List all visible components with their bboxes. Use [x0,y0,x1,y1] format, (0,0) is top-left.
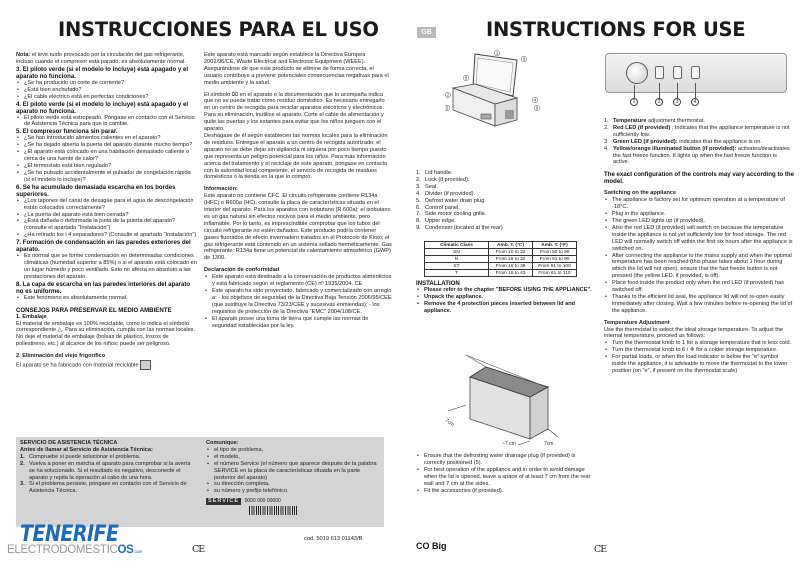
service-number: 0000 000 00000 [244,498,281,505]
installation-steps: • Please refer to the chapter "BEFORE USING THE APPLIANCE". • Unpack the appliance. • Remove the 4 protection pieces inserted between lid and appliance. [416,287,598,315]
svg-text:9: 9 [535,105,539,111]
section-8-title: 8. La capa de escarcha en las paredes interiores del aparato no es uniforme. [16,280,191,295]
info-title: Información: [204,186,238,193]
fast-freeze-button-icon [691,66,700,79]
troubleshooting-column [16,52,198,370]
callout-2: 2 [655,98,663,106]
part-item: 2. Lock (if provided). [416,176,470,183]
info-text: Este aparato no contiene CFC. El circuito refrigerante contiene R134a (HFC) o R600a (HC), consulte la placa de características situada en el interior del aparato. Para los aparatos con isobutano (R 600a): el isobutano es un gas natural sin efectos nocivos para el medio ambiente, pero inflamable. Por lo tanto, es imprescindible comprobar que los tubos del circuito refrigerante no estén dañados. Este producto podría contener gases fluorados de efecto invernadero tratados en el Protocolo de Kioto; el gas refrigerante está contenido en un sistema sellado herméticamente. Gas refrigerante: R134a tiene un potencial de calentamiento atmosférico (GWP) de 1300. [204,193,392,262]
part-item: 8. Upper edge. [416,218,456,225]
svg-text:~7 cm: ~7 cm [502,441,516,445]
section-5-title: 5. El compresor funciona sin parar. [16,128,118,136]
part-item: 1. Lid handle. [416,170,453,176]
table-row: T From 16 to 43 From 61 to 110 [425,270,577,277]
section-7-title: 7. Formación de condensación en las paredes exteriores del aparato. [16,239,191,254]
svg-text:3: 3 [522,56,526,62]
switching-on-title: Switching on the appliance [604,190,677,197]
climate-class-table: Climatic Class Amb. T. (°C) Amb. T. (°F) SN From 10 to 32 From 50 to 90 N From 16 to 32 From 61 to 90 ST From 16 to 38 From 61 to 100 T From 16 to 43 From 61 to 110 [424,241,577,277]
callout-4: 4 [691,98,699,106]
temperature-title: Temperature Adjustment [604,319,670,326]
service-title: SERVICIO DE ASISTENCIA TÉCNICA [20,440,118,446]
table-row: SN From 10 to 32 From 50 to 90 [425,249,577,256]
service-instructions [20,440,196,495]
installation-title: INSTALLATION [416,280,460,287]
svg-text:1: 1 [495,50,499,56]
table-row: N From 16 to 32 From 61 to 90 [425,256,577,263]
svg-text:7cm: 7cm [544,441,554,445]
environment-title: CONSEJOS PARA PRESERVAR EL MEDIO AMBIENTE [16,306,172,314]
section-7-list: • Es normal que se forme condensación en determinadas condiciones climáticas (humedad superior a 85%) o si el aparato está colocado en un lugar húmedo y poco ventilado. Esto no afecta en absoluto a las prestaciones del aparato. [16,253,198,281]
installation-section [416,280,598,315]
conformity-title: Declaración de conformidad [204,267,280,274]
logo-tenerife: TENERIFE [20,521,119,547]
control-panel-diagram [605,53,787,93]
disposal-instructions: Para su eliminación, inutilice el aparato. Corte el cable de alimentación y quite las puertas y los estantes para evitar que los niños jueguen con el aparato. [204,112,384,133]
temperature-list: • Turn the thermostat knob to 1 for a storage temperature that is less cold. • Turn the thermostat knob to 6 / ❄ for a colder storage temperature. • For partial loads, or when the load indicator is below the "e" symbol inside the appliance, it is advisable to move the thermostat to the lower position (on "e", if present on the thermostat scale) [604,340,794,375]
disposal-text: El aparato se ha fabricado con material reciclable . [16,360,198,370]
disposal-title: 2. Eliminación del viejo frigorífico [16,353,106,360]
weee-text: Este aparato está marcado según establece la Directiva Europea 2002/96/CE, Waste Electrical and Electronic Equipment (WEEE). Asegurándose de que este producto se elimine de forma correcta, el usuario contribuye a prevenir potenciales consecuencias negativas para el medio ambiente y la salud. [204,52,389,86]
freezer-diagram-icon [445,48,545,128]
note-paragraph: Nota: el leve ruido provocado por la circulación del gas refrigerante, incluso cuando el compresor está parado, es absolutamente normal. [16,52,186,65]
service-steps: 1. Compruebe si puede solucionar el problema. 2. Vuelva a poner en marcha el aparato para comprobar si la avería se ha solucionado. Si el resultado es negativo, desconecte el aparato y repita la operación al cabo de una hora. 3. Si el problema persiste, póngase en contacto con el Servicio de Asistencia Técnica. [20,453,191,495]
service-subtitle: Antes de llamar al Servicio de Asistencia Técnica: [20,446,153,453]
weee-symbol-text: El símbolo ⌧ en el aparato o la documentación que lo acompaña indica que no se puede tratar como residuo doméstico. Es necesario entregarlo en un centro de recogida para reciclar aparatos eléctricos y electrónicos. [204,91,385,112]
part-item: 5. Defrost water drain plug. [416,197,486,204]
switching-on-list: • The appliance is factory set for optimum operation at a temperature of -18°C. • Plug in the appliance. • The green LED lights up (if provided). • Also the red LED (if provided) will switch on because the temperature inside the appliance is not yet sufficiently low for food storage. The red LED will normally switch off within the first six hours after the appliance is switched on. • After connecting the appliance to the mains supply and when the optimal temperature has been reached (this phase takes about 1 hour during which the lid will not open), ensure that the fast freeze button is not pressed (the yellow LED, if provided, is off). • Place food inside the product only when the red LED (if provided) has switched off. • Thanks to the efficient lid seal, the appliance lid will not re-open easily immediately after closing. Wait a few minutes before re-opening the lid of the appliance. [604,197,794,314]
model-name: CO Big [416,541,447,551]
section-4-list: • El piloto verde está estropeado. Póngase en contacto con el Servicio de Asistencia Técnica para que lo cambie. [16,115,198,129]
service-label: SERVICE [208,498,240,505]
svg-text:8: 8 [464,75,468,81]
callout-3: 3 [673,98,681,106]
section-3-title: 3. El piloto verde (si el modelo lo incluye) está apagado y el aparato no funciona. [16,65,189,80]
installation-notes: • Ensure that the defrosting water drainage plug (if provided) is correctly positioned (5). • For best operation of the appliance and in order to avoid damage when the lid is opened, leave a space of at least 7 cm from the rear wall and 7 cm at the sides. • Fit the accessories (if provided). [416,453,598,494]
clearance-diagram-icon [440,345,560,445]
section-8-list: • Este fenómeno es absolutamente normal. [16,295,198,302]
section-4-title: 4. El piloto verde (si el modelo lo incluye) está apagado y el aparato no funciona. [16,100,189,115]
document-code: cod. 5019 613 01143/B [304,536,363,542]
section-6-title: 6. Se ha acumulado demasiada escarcha en los bordes superiores. [16,183,176,198]
page-title: INSTRUCTIONS FOR USE [486,18,746,41]
service-plate [206,498,382,515]
local-rules-text: Deshágase de él según establecen las normas locales para la eliminación de residuos. Entregue el aparato a un centro de recogida autorizado; el aparato no se debe dejar sin vigilancia ni siquiera por poco tiempo puesto que representa un peligro potencial para los niños. Para más información acerca del tratamiento y el reciclaje de este aparato, póngase en contacto con la autoridad local competente, el servicio de recogida de residuos domésticos o la tienda en la que lo compró. [204,132,388,181]
part-item: 7. Side motor cooling grille. [416,211,487,218]
conformity-list: • Este aparato está destinado a la conservación de productos alimenticios y está fabricado según el reglamento (CE) nº 1935/2004. CE • Este aparato ha sido proyectado, fabricado y comercializado con arreglo a: - los objetivos de seguridad de la Directiva Baja Tensión 2006/95/CEE (que sustituye la Directiva 73/23/CEE y sucesivas enmiendas); - los requisitos de protección de la Directiva "EMC" 2004/108/CE. • El aparato posee una toma de tierra que cumple las normas de seguridad establecidas por la ley. [204,274,392,329]
ce-mark-icon: CE [594,544,607,555]
svg-text:7cm: 7cm [443,417,456,429]
section-5-list: • ¿Se han introducido alimentos calientes en el aparato? • ¿Se ha dejado abierta la puerta del aparato durante mucho tiempo? • ¿El aparato está colocado en una habitación demasiado caliente o cerca de una fuente de calor? • ¿El termostato está bien regulado? • ¿Se ha pulsado accidentalmente el pulsador de congelación rápida (si el modelo lo incluye)? [16,135,198,183]
svg-text:4: 4 [533,97,537,103]
part-item: 3. Seal. [416,183,438,190]
packaging-text: El material de embalaje es 100% reciclable, como lo indica el símbolo correspondiente △. Para su eliminación, cumpla con las normas locales. No deje el material de embalaje (bolsas de plástico, trozos de poliestireno, etc.) al alcance de los niños; puede ser peligroso. [16,320,196,348]
language-badge: GB [417,27,436,38]
part-item: 6. Control panel. [416,204,460,211]
table-row: ST From 16 to 38 From 61 to 100 [425,263,577,270]
svg-text:2: 2 [446,92,450,98]
thermostat-knob-icon [626,62,648,84]
page-title: INSTRUCCIONES PARA EL USO [58,18,379,41]
logo-electrodomesticos: ELECTRODOMESTICOS.com [7,544,143,556]
environment-column [204,52,392,329]
comunique-list: • el tipo de problema, • el modelo, • el número Service (el número que aparece después de la palabra SERVICE en la placa de características situada en la parte posterior del aparato) • su dirección completa, • su número y prefijo telefónico. [206,447,382,495]
packaging-title: 1. Embalaje [16,313,47,320]
barcode-icon [249,506,297,515]
controls-note: The exact configuration of the controls may vary according to the model. [604,171,794,186]
red-led-icon [655,66,664,79]
part-item: 9. Condenser (located at the rear) [416,225,503,232]
temperature-intro: Use the thermostat to select the ideal storage temperature. To adjust the internal temperature, proceed as follows: [604,326,783,340]
part-item: 4. Divider (if provided). [416,190,476,197]
section-6-list: • ¿Los tapones del canal de desagüe para el agua de descongelación están colocados correctamente? • ¿La puerta del aparato está bien cerrada? • ¿Está dañada o deformada la junta de la puerta del aparato? (consulte el apartado "Instalación") • ¿Ha retirado los i 4 separadores? (Consulte el apartado "Instalación") [16,198,198,239]
callout-1: 1 [630,98,638,106]
parts-list [416,170,596,232]
recycle-icon [140,360,151,370]
ce-mark-icon: CE [192,544,205,555]
svg-text:5: 5 [445,105,449,111]
section-3-list: • ¿Se ha producido un corte de corriente? • ¿Está bien enchufado? • ¿El cable eléctrico está en perfectas condiciones? [16,80,198,101]
comunique-title: Comunique: [206,440,239,446]
controls-description: 1. Temperature adjustment thermostat. 2. Red LED (if provided) : Indicates that the appliance temperature is not sufficiently low. 3. Green LED (if provided): indicates that the appliance is on. 4. Yellow/orange illuminated button (if provided): activates/deactivates the fast freeze function. It lights up when the fast freeze function is active. The exact configuration of the controls may vary according to the model. Switching on the appliance • The appliance is factory set for optimum operation at a temperature of -18°C. • Plug in the appliance. • The green LED lights up (if provided). • Also the red LED (if provided) will switch on because the temperature inside the appliance is not yet sufficiently low for food storage. The red LED will normally switch off within the first six hours after the appliance is switched on. • After connecting the appliance to the mains supply and when the optimal temperature has been reached (this phase takes about 1 hour during which the lid will not open), ensure that the fast freeze button is not pressed (the yellow LED, if provided, is off). • Place food inside the product only when the red LED (if provided) has switched off. • Thanks to the efficient lid seal, the appliance lid will not re-open easily immediately after closing. Wait a few minutes before re-opening the lid of the appliance. Temperature Adjustment Use the thermostat to select the ideal storage temperature. To adjust the internal temperature, proceed as follows: • Turn the thermostat knob to 1 for a storage temperature that is less cold. • Turn the thermostat knob to 6 / ❄ for a colder storage temperature. • For partial loads, or when the load indicator is below the "e" symbol inside the appliance, it is advisable to move the thermostat to the lower position (on "e", if present on the thermostat scale) [604,118,794,375]
comunique-block [206,440,382,515]
green-led-icon [673,66,682,79]
